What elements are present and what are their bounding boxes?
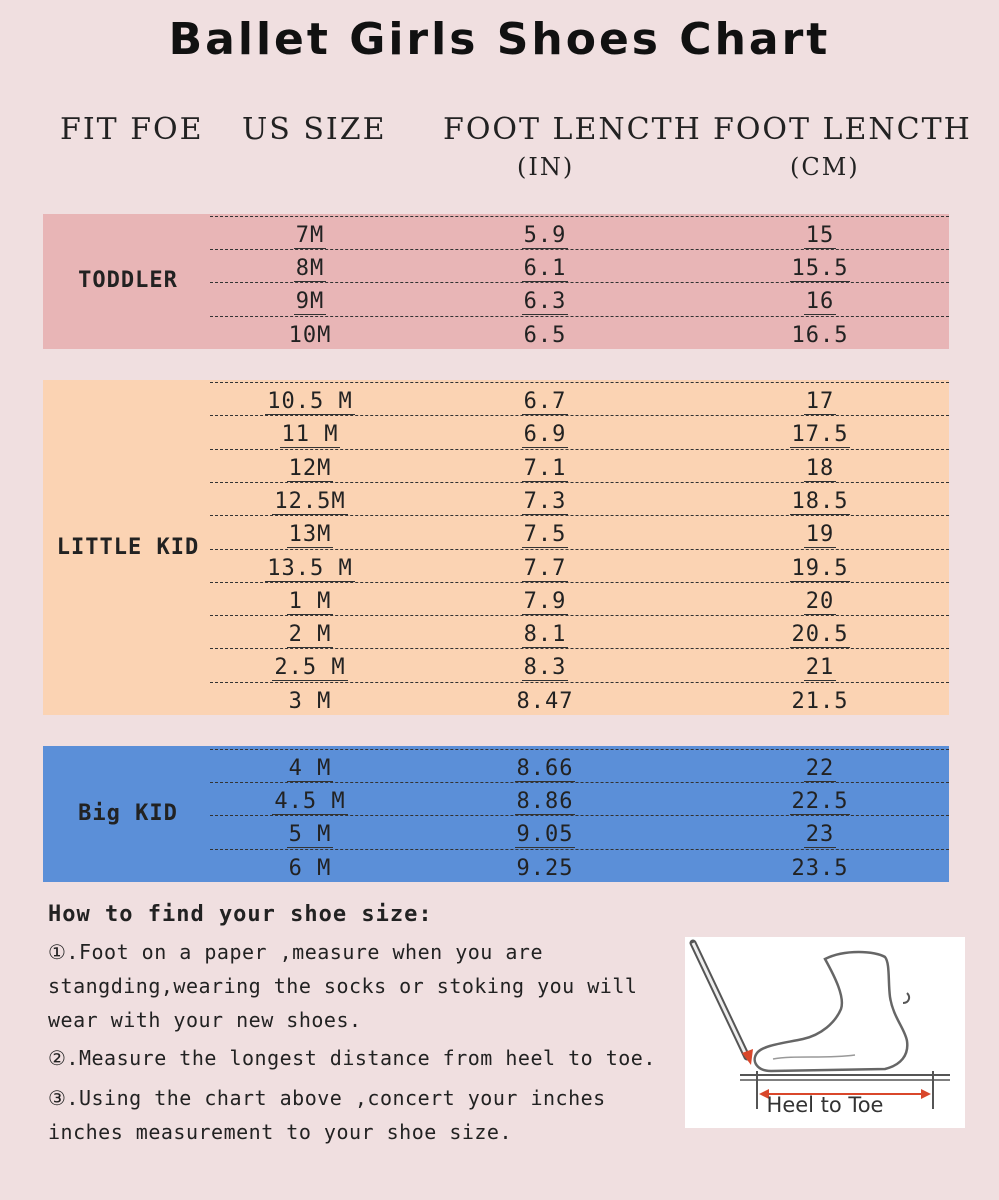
table-row — [210, 782, 949, 816]
cell-value: 20 — [805, 588, 835, 614]
foot-length-cm-cell — [755, 756, 885, 781]
cell-value: 13.5 M — [267, 555, 353, 581]
us-size-cell — [240, 489, 380, 514]
us-size-cell — [240, 789, 380, 814]
table-row — [210, 249, 949, 283]
size-group-toddler — [43, 214, 949, 349]
foot-length-in-cell — [490, 323, 600, 348]
table-row — [210, 316, 949, 350]
group-label: TODDLER — [78, 268, 178, 294]
cell-value: 5.9 — [523, 222, 567, 248]
cell-value: 8.86 — [516, 789, 574, 815]
cell-value: 12M — [288, 455, 332, 481]
group-label: Big KID — [78, 801, 178, 827]
cell-value: 15.5 — [791, 256, 849, 282]
us-size-cell — [240, 655, 380, 680]
cell-value: 8M — [295, 256, 325, 282]
cell-value: 5 M — [288, 822, 332, 848]
header-us-size: US SIZE — [242, 112, 387, 147]
cell-value: 19.5 — [791, 555, 849, 581]
cell-value: 2 M — [288, 622, 332, 648]
cell-value: 22 — [805, 755, 835, 781]
us-size-cell — [240, 422, 380, 447]
cell-value: 10M — [288, 322, 332, 348]
foot-length-in-cell — [490, 822, 600, 847]
table-row — [210, 216, 949, 250]
cell-value: 8.66 — [516, 755, 574, 781]
us-size-cell — [240, 756, 380, 781]
foot-length-cm-cell — [755, 689, 885, 714]
cell-value: 15 — [805, 222, 835, 248]
foot-length-in-cell — [490, 622, 600, 647]
cell-value: 7.1 — [523, 455, 567, 481]
chart-title: Ballet Girls Shoes Chart — [168, 14, 831, 65]
foot-length-cm-cell — [755, 422, 885, 447]
cell-value: 7M — [295, 222, 325, 248]
cell-value: 1 M — [288, 588, 332, 614]
size-group-little-kid — [43, 380, 949, 715]
size-group-big-kid — [43, 746, 949, 882]
foot-length-cm-cell — [755, 489, 885, 514]
cell-value: 9.05 — [516, 822, 574, 848]
header-foot-length-cm: FOOT LENCTH — [713, 112, 972, 147]
table-row — [210, 849, 949, 883]
foot-measure-illustration — [685, 937, 965, 1128]
cell-value: 11 M — [281, 422, 339, 448]
howto-title: How to find your shoe size: — [48, 902, 433, 927]
foot-length-cm-cell — [755, 389, 885, 414]
cell-value: 7.5 — [523, 522, 567, 548]
cell-value: 21 — [805, 655, 835, 681]
us-size-cell — [240, 822, 380, 847]
cell-value: 6.3 — [523, 289, 567, 315]
cell-value: 8.47 — [516, 688, 574, 714]
cell-value: 4 M — [288, 755, 332, 781]
cell-value: 9.25 — [516, 855, 574, 881]
cell-value: 20.5 — [791, 622, 849, 648]
foot-length-cm-cell — [755, 456, 885, 481]
header-unit-cm: (CM) — [790, 153, 860, 181]
header-unit-in: (IN) — [517, 153, 575, 181]
foot-length-in-cell — [490, 522, 600, 547]
table-row — [210, 449, 949, 483]
foot-outline — [755, 952, 908, 1071]
cell-value: 9M — [295, 289, 325, 315]
us-size-cell — [240, 223, 380, 248]
table-row — [210, 415, 949, 449]
foot-length-cm-cell — [755, 323, 885, 348]
cell-value: 8.1 — [523, 622, 567, 648]
group-label: LITTLE KID — [56, 534, 200, 560]
us-size-cell — [240, 622, 380, 647]
cell-value: 18 — [805, 455, 835, 481]
cell-value: 18.5 — [791, 488, 849, 514]
cell-value: 4.5 M — [274, 789, 346, 815]
us-size-cell — [240, 389, 380, 414]
illustration-caption: Heel to Toe — [766, 1093, 884, 1117]
table-row — [210, 749, 949, 783]
pencil-icon — [693, 943, 753, 1065]
cell-value: 16.5 — [791, 322, 849, 348]
howto-step-3: ③.Using the chart above ,concert your inches inches measurement to your shoe size. — [48, 1086, 606, 1144]
header-fit-for: FIT FOE — [60, 112, 204, 147]
us-size-cell — [240, 256, 380, 281]
foot-length-cm-cell — [755, 223, 885, 248]
cell-value: 6.1 — [523, 256, 567, 282]
foot-length-in-cell — [490, 489, 600, 514]
table-row — [210, 382, 949, 416]
us-size-cell — [240, 589, 380, 614]
foot-length-in-cell — [490, 256, 600, 281]
cell-value: 23.5 — [791, 855, 849, 881]
foot-length-in-cell — [490, 422, 600, 447]
foot-length-in-cell — [490, 556, 600, 581]
foot-length-cm-cell — [755, 289, 885, 314]
cell-value: 16 — [805, 289, 835, 315]
table-row — [210, 482, 949, 516]
foot-length-in-cell — [490, 223, 600, 248]
foot-length-cm-cell — [755, 856, 885, 881]
foot-length-cm-cell — [755, 822, 885, 847]
cell-value: 10.5 M — [267, 389, 353, 414]
cell-value: 22.5 — [791, 789, 849, 815]
cell-value: 7.9 — [523, 588, 567, 614]
cell-value: 21.5 — [791, 688, 849, 714]
table-row — [210, 515, 949, 549]
table-row — [210, 815, 949, 849]
cell-value: 7.3 — [523, 488, 567, 514]
foot-length-cm-cell — [755, 256, 885, 281]
cell-value: 17 — [805, 389, 835, 414]
cell-value: 12.5M — [274, 488, 346, 514]
foot-length-in-cell — [490, 789, 600, 814]
foot-length-cm-cell — [755, 589, 885, 614]
cell-value: 17.5 — [791, 422, 849, 448]
us-size-cell — [240, 289, 380, 314]
cell-value: 23 — [805, 822, 835, 848]
foot-length-in-cell — [490, 289, 600, 314]
table-row — [210, 549, 949, 583]
table-row — [210, 615, 949, 649]
us-size-cell — [240, 522, 380, 547]
howto-step-2: ②.Measure the longest distance from heel to toe. — [48, 1046, 656, 1070]
cell-value: 19 — [805, 522, 835, 548]
foot-length-cm-cell — [755, 789, 885, 814]
foot-length-in-cell — [490, 655, 600, 680]
foot-length-cm-cell — [755, 522, 885, 547]
us-size-cell — [240, 323, 380, 348]
cell-value: 6.7 — [523, 389, 567, 414]
cell-value: 3 M — [288, 688, 332, 714]
foot-length-cm-cell — [755, 556, 885, 581]
foot-length-in-cell — [490, 456, 600, 481]
us-size-cell — [240, 689, 380, 714]
foot-length-in-cell — [490, 756, 600, 781]
foot-length-in-cell — [490, 689, 600, 714]
foot-length-in-cell — [490, 389, 600, 414]
us-size-cell — [240, 456, 380, 481]
cell-value: 6.9 — [523, 422, 567, 448]
foot-length-cm-cell — [755, 655, 885, 680]
cell-value: 8.3 — [523, 655, 567, 681]
cell-value: 13M — [288, 522, 332, 548]
us-size-cell — [240, 856, 380, 881]
table-row — [210, 682, 949, 716]
table-row — [210, 648, 949, 682]
cell-value: 6.5 — [523, 322, 567, 348]
us-size-cell — [240, 556, 380, 581]
howto-step-1: ①.Foot on a paper ,measure when you are stangding,wearing the socks or stoking you will wear with your new shoes. — [48, 940, 638, 1032]
table-row — [210, 282, 949, 316]
cell-value: 2.5 M — [274, 655, 346, 681]
foot-length-in-cell — [490, 589, 600, 614]
foot-length-cm-cell — [755, 622, 885, 647]
cell-value: 7.7 — [523, 555, 567, 581]
header-foot-length-in: FOOT LENCTH — [443, 112, 702, 147]
table-row — [210, 582, 949, 616]
cell-value: 6 M — [288, 855, 332, 881]
foot-length-in-cell — [490, 856, 600, 881]
